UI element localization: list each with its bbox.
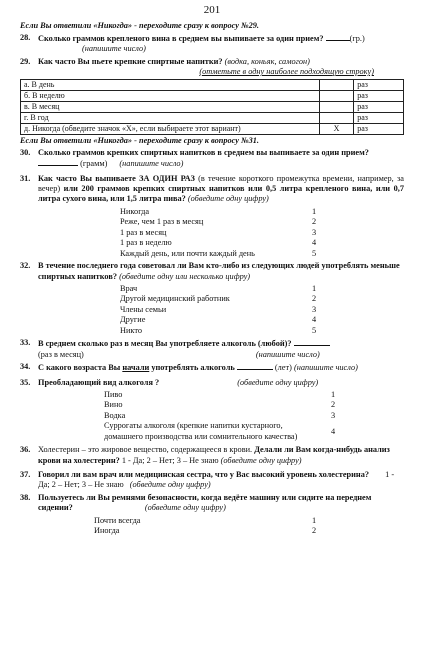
option-code[interactable]: 2 bbox=[312, 526, 317, 536]
option-label: Никто bbox=[120, 325, 143, 335]
question-number: 28. bbox=[20, 33, 31, 43]
option-code[interactable]: 4 bbox=[312, 238, 317, 248]
question-number: 31. bbox=[20, 173, 31, 183]
question-number: 35. bbox=[20, 377, 31, 387]
question-number: 34. bbox=[20, 362, 31, 372]
question-28 bbox=[20, 33, 404, 55]
row-unit: раз bbox=[354, 90, 404, 101]
question-30 bbox=[20, 148, 404, 170]
option-label: Реже, чем 1 раз в месяц bbox=[120, 217, 204, 227]
option-code[interactable]: 3 bbox=[331, 410, 336, 420]
option-label: Водка bbox=[104, 410, 126, 420]
options-q31 bbox=[20, 207, 404, 260]
answer-codes: 1 - Да; 2 – Нет; 3 – Не знаю bbox=[38, 470, 395, 490]
table-row bbox=[21, 123, 404, 134]
question-35 bbox=[20, 378, 404, 388]
option-code[interactable]: 3 bbox=[312, 227, 317, 237]
option-label: Другие bbox=[120, 315, 146, 325]
row-label: в. В месяц bbox=[21, 101, 320, 112]
question-number: 38. bbox=[20, 492, 31, 502]
options-q35 bbox=[20, 390, 404, 444]
skip-note-mid: Если Вы ответили «Никогда» - переходите сразу к вопросу №31. bbox=[20, 135, 259, 145]
option-item[interactable] bbox=[20, 284, 404, 295]
option-code[interactable]: 1 bbox=[312, 515, 317, 525]
option-item[interactable] bbox=[20, 207, 404, 218]
question-text: В среднем сколько раз в месяц Вы употребляете алкоголь (любой)? bbox=[38, 339, 292, 349]
row-unit: раз bbox=[354, 79, 404, 90]
question-38 bbox=[20, 493, 404, 514]
question-text: или 200 граммов крепких спиртных напитков или 0,5 литра крепленого вина, или 0,7 литра сухого вина, или 1,5 литра пива? bbox=[38, 183, 404, 204]
question-number: 37. bbox=[20, 470, 31, 480]
option-code[interactable]: 5 bbox=[312, 325, 317, 335]
row-answer-cell[interactable]: X bbox=[319, 123, 353, 134]
row-unit: раз bbox=[354, 123, 404, 134]
option-code[interactable]: 2 bbox=[312, 217, 317, 227]
unit-label: (грамм) bbox=[80, 159, 108, 169]
question-text: Говорил ли вам врач или медицинская сестра, что у Вас высокий уровень холестерина? bbox=[38, 470, 370, 480]
hint: (напишите число) bbox=[119, 159, 184, 169]
answer-blank[interactable] bbox=[237, 362, 273, 370]
table-row bbox=[21, 90, 404, 101]
hint: (отметьте в одну наиболее подходящую строку) bbox=[199, 67, 374, 77]
option-code[interactable]: 4 bbox=[331, 427, 336, 437]
option-item[interactable] bbox=[20, 305, 404, 316]
question-36 bbox=[20, 445, 404, 466]
skip-note-top: Если Вы ответили «Никогда» - переходите сразу к вопросу №29. bbox=[20, 20, 259, 30]
hint: (обведите одну цифру) bbox=[129, 480, 211, 490]
option-item[interactable] bbox=[20, 390, 404, 401]
question-text: В течение последнего года советовал ли Вам кто-либо из следующих людей употреблять меньше спиртных напитков? bbox=[38, 261, 400, 281]
option-item[interactable] bbox=[20, 421, 404, 443]
option-item[interactable] bbox=[20, 238, 404, 249]
hint: (обведите одну цифру) bbox=[144, 503, 226, 513]
option-item[interactable] bbox=[20, 228, 404, 239]
hint: (обведите одну или несколько цифру) bbox=[119, 271, 251, 281]
option-code[interactable]: 1 bbox=[312, 206, 317, 216]
row-unit: раз bbox=[354, 112, 404, 123]
question-text-b: употреблять алкоголь bbox=[151, 363, 235, 373]
answer-blank[interactable] bbox=[326, 33, 350, 41]
examples: (водка, коньяк, самогон) bbox=[224, 56, 310, 66]
option-item[interactable] bbox=[20, 400, 404, 411]
option-code[interactable]: 2 bbox=[331, 400, 336, 410]
question-31 bbox=[20, 174, 404, 205]
option-code[interactable]: 4 bbox=[312, 315, 317, 325]
hint: (обведите одну цифру) bbox=[187, 194, 269, 204]
question-number: 29. bbox=[20, 56, 31, 66]
option-label: Пиво bbox=[104, 389, 123, 399]
question-text: Делали ли Вам когда-нибудь анализ крови на холестерин? bbox=[38, 445, 390, 465]
answer-blank[interactable] bbox=[294, 338, 330, 346]
option-code[interactable]: 5 bbox=[312, 248, 317, 258]
page-number: 201 bbox=[203, 4, 221, 16]
table-row bbox=[21, 112, 404, 123]
question-number: 36. bbox=[20, 445, 31, 455]
question-37 bbox=[20, 470, 404, 491]
row-label: б. В неделю bbox=[21, 90, 320, 101]
option-item[interactable] bbox=[20, 294, 404, 305]
option-label: 1 раз в неделю bbox=[120, 238, 172, 248]
unit-label: (раз в месяц) bbox=[38, 349, 84, 359]
question-paren: (в течение короткого промежутка времени, например, за вечер) bbox=[38, 173, 404, 193]
question-number: 30. bbox=[20, 147, 31, 157]
row-label: д. Никогда (обведите значок «Х», если выбираете этот вариант) bbox=[21, 123, 320, 134]
question-34 bbox=[20, 362, 404, 373]
row-label: г. В год bbox=[21, 112, 320, 123]
option-label: 1 раз в месяц bbox=[120, 227, 167, 237]
question-number: 32. bbox=[20, 261, 31, 271]
option-label: Суррогаты алкоголя (крепкие напитки кустарного, домашнего производства или сомнительного качества) bbox=[104, 421, 298, 441]
question-text: Сколько граммов крепких спиртных напитков в среднем вы выпиваете за один прием? bbox=[38, 147, 369, 157]
answer-codes: 1 - Да; 2 – Нет; 3 – Не знаю bbox=[121, 455, 219, 465]
option-item[interactable] bbox=[20, 249, 404, 260]
option-label: Другой медицинский работник bbox=[120, 294, 230, 304]
hint: (напишите число) bbox=[255, 349, 320, 359]
option-code[interactable]: 2 bbox=[312, 294, 317, 304]
question-lead: Как часто Вы выпиваете ЗА ОДИН РАЗ bbox=[38, 173, 195, 183]
option-label: Члены семьи bbox=[120, 304, 167, 314]
row-answer-cell[interactable] bbox=[319, 112, 353, 123]
question-32 bbox=[20, 261, 404, 282]
question-text: Пользуетесь ли Вы ремнями безопасности, когда ведёте машину или сидите на переднем сидении? bbox=[38, 492, 372, 513]
hint: (обведите одну цифру) bbox=[237, 377, 319, 387]
option-item[interactable] bbox=[20, 326, 404, 337]
row-answer-cell[interactable] bbox=[319, 90, 353, 101]
option-label: Никогда bbox=[120, 206, 150, 216]
hint: (обведите одну цифру) bbox=[220, 455, 302, 465]
row-answer-cell[interactable] bbox=[319, 79, 353, 90]
option-item[interactable] bbox=[20, 315, 404, 326]
table-row bbox=[21, 101, 404, 112]
unit-label: (лет) bbox=[274, 363, 292, 373]
option-item[interactable] bbox=[20, 217, 404, 228]
option-label: Вино bbox=[104, 400, 123, 410]
option-code[interactable]: 1 bbox=[312, 283, 317, 293]
answer-blank[interactable] bbox=[38, 158, 78, 166]
options-q32 bbox=[20, 284, 404, 337]
row-label: а. В день bbox=[21, 79, 320, 90]
hint: (напишите число) bbox=[82, 44, 146, 54]
question-text: Как часто Вы пьете крепкие спиртные напитки? bbox=[38, 56, 223, 66]
row-unit: раз bbox=[354, 101, 404, 112]
option-code[interactable]: 3 bbox=[312, 304, 317, 314]
question-text: Сколько граммов крепленого вина в среднем вы выпиваете за один прием? bbox=[38, 34, 324, 44]
hint: (напишите число) bbox=[293, 363, 358, 373]
option-item[interactable] bbox=[20, 411, 404, 422]
question-intro: Холестерин – это жировое вещество, содержащееся в крови. bbox=[38, 445, 253, 455]
question-text: Преобладающий вид алкоголя ? bbox=[38, 377, 160, 387]
option-label: Почти всегда bbox=[94, 515, 141, 525]
option-label: Иногда bbox=[94, 526, 120, 536]
option-label: Каждый день, или почти каждый день bbox=[120, 248, 255, 258]
option-code[interactable]: 1 bbox=[331, 389, 336, 399]
question-33 bbox=[20, 338, 404, 360]
question-text-a: С какого возраста Вы bbox=[38, 363, 121, 373]
table-row bbox=[21, 79, 404, 90]
unit-label: (гр.) bbox=[349, 34, 365, 44]
frequency-table bbox=[20, 79, 404, 135]
question-29 bbox=[20, 57, 404, 67]
option-item[interactable] bbox=[20, 516, 404, 527]
options-q38 bbox=[20, 516, 404, 537]
question-text-underlined: начали bbox=[122, 363, 150, 373]
option-label: Врач bbox=[120, 283, 138, 293]
question-number: 33. bbox=[20, 338, 31, 348]
row-answer-cell[interactable] bbox=[319, 101, 353, 112]
option-item[interactable] bbox=[20, 526, 404, 537]
